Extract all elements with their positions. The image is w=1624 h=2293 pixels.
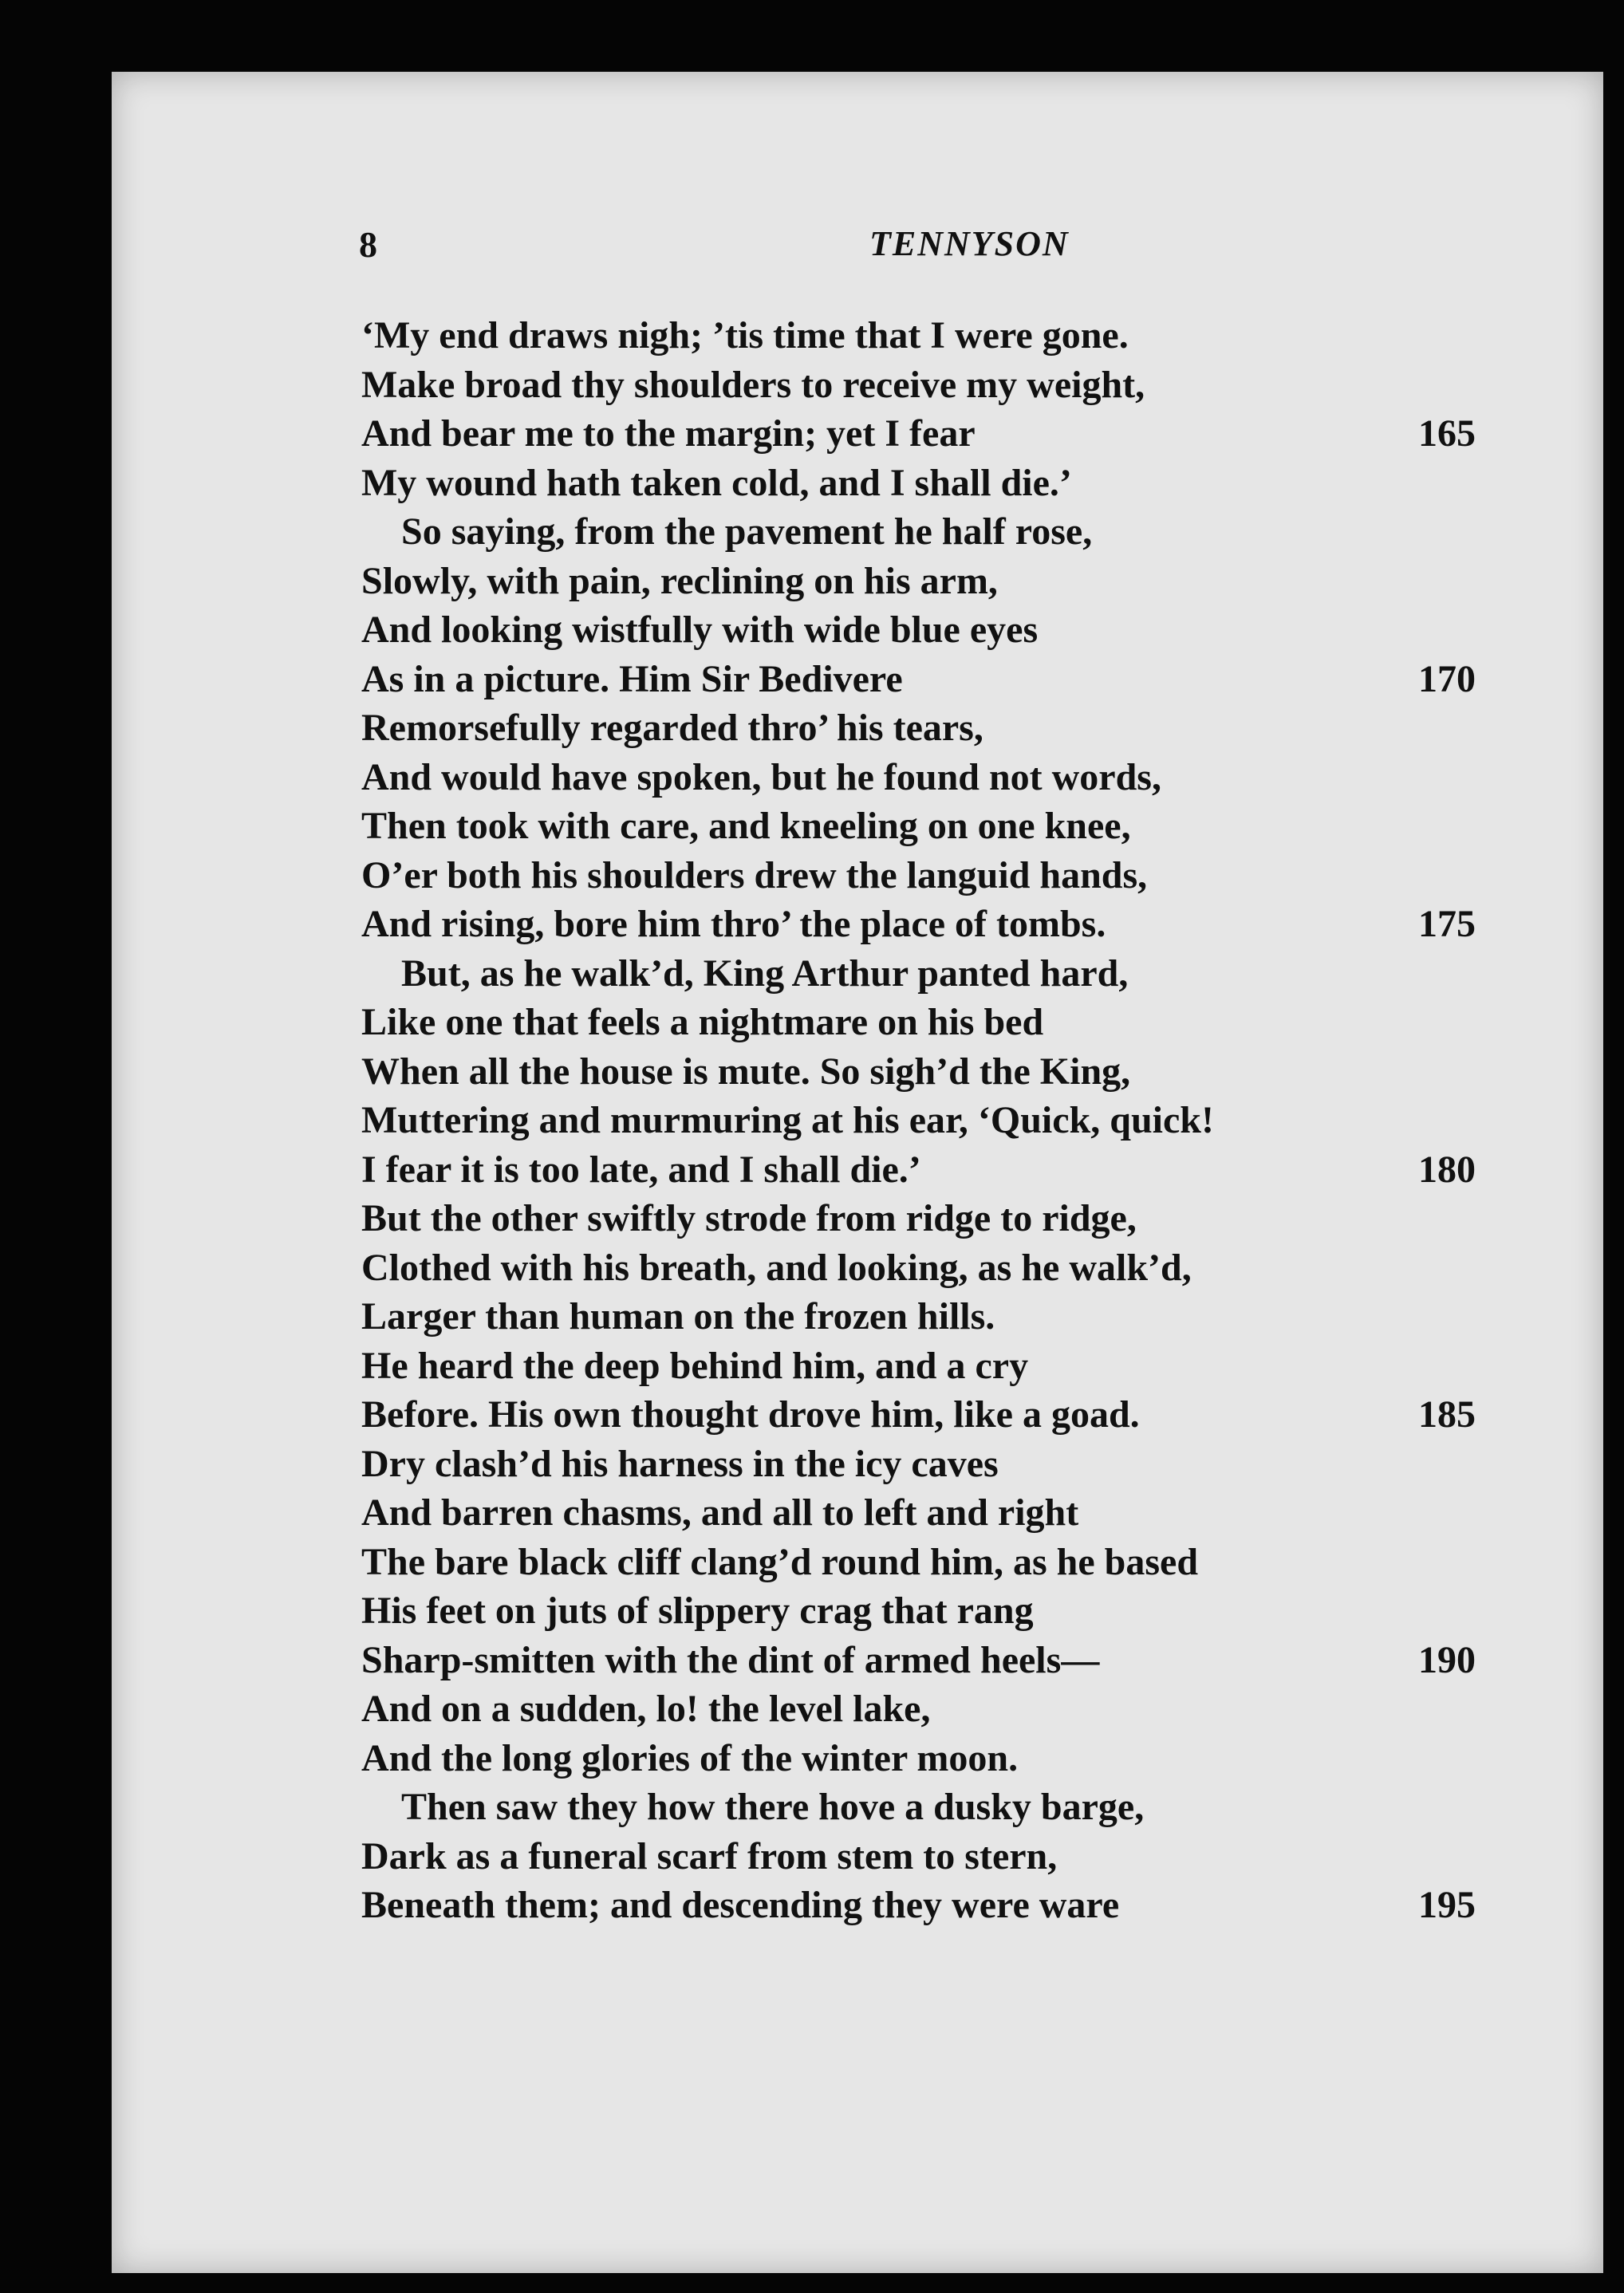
page-number: 8	[359, 224, 377, 265]
poem-line	[361, 1488, 1526, 1538]
line-number: 175	[1418, 903, 1476, 945]
poem-line	[361, 998, 1526, 1047]
poem-line	[361, 1047, 1526, 1097]
line-number: 165	[1418, 412, 1476, 455]
poem-line	[361, 360, 1526, 410]
poem-line	[361, 703, 1526, 753]
poem-line-text: And looking wistfully with wide blue eyes	[361, 609, 1039, 651]
poem-line	[361, 1832, 1526, 1881]
poem-line	[361, 1342, 1526, 1391]
poem-line-text: When all the house is mute. So sigh’d the King,	[361, 1050, 1131, 1093]
poem-line	[361, 1292, 1526, 1342]
poem-line-text: Remorsefully regarded thro’ his tears,	[361, 707, 983, 749]
poem-line-text: Dark as a funeral scarf from stem to stern,	[361, 1834, 1058, 1877]
poem-line-text: And would have spoken, but he found not words,	[361, 755, 1161, 798]
poem-line-text: He heard the deep behind him, and a cry	[361, 1344, 1029, 1387]
poem-line-text: Slowly, with pain, reclining on his arm,	[361, 559, 998, 602]
poem-line	[361, 1194, 1526, 1243]
poem-line-text: ‘My end draws nigh; ’tis time that I were gone.	[361, 314, 1129, 357]
poem-text	[361, 311, 1526, 1930]
poem-line-text: Clothed with his breath, and looking, as he walk’d,	[361, 1246, 1192, 1289]
poem-line-text: And on a sudden, lo! the level lake,	[361, 1688, 931, 1730]
poem-line-text: His feet on juts of slippery crag that rang	[361, 1590, 1034, 1632]
poem-line-text: Beneath them; and descending they were ware	[361, 1884, 1120, 1926]
poem-line	[361, 1243, 1526, 1293]
poem-line	[361, 949, 1526, 999]
poem-line	[361, 753, 1526, 802]
poem-line	[361, 507, 1526, 557]
poem-line-text: But, as he walk’d, King Arthur panted hard,	[401, 951, 1129, 995]
poem-line-text: And barren chasms, and all to left and right	[361, 1491, 1079, 1534]
poem-line	[361, 311, 1526, 360]
poem-line-text: As in a picture. Him Sir Bedivere	[361, 657, 903, 700]
poem-line	[361, 1881, 1526, 1930]
poem-line	[361, 655, 1526, 704]
poem-line-text: Then took with care, and kneeling on one knee,	[361, 805, 1131, 847]
poem-line-text: And the long glories of the winter moon.	[361, 1736, 1019, 1779]
poem-line	[361, 1734, 1526, 1783]
poem-line-text: Like one that feels a nightmare on his bed	[361, 1001, 1044, 1043]
poem-line-text: Muttering and murmuring at his ear, ‘Quick, quick!	[361, 1099, 1214, 1141]
line-number: 185	[1418, 1393, 1476, 1436]
running-head: TENNYSON	[869, 224, 1070, 263]
poem-line-text: Before. His own thought drove him, like a goad.	[361, 1393, 1140, 1436]
poem-line	[361, 557, 1526, 606]
poem-line-text: Larger than human on the frozen hills.	[361, 1295, 995, 1338]
poem-line	[361, 459, 1526, 508]
poem-line-text: And rising, bore him thro’ the place of tombs.	[361, 903, 1106, 945]
poem-line-text: O’er both his shoulders drew the languid hands,	[361, 853, 1148, 896]
line-number: 180	[1418, 1148, 1476, 1191]
poem-line	[361, 1390, 1526, 1440]
poem-line	[361, 1096, 1526, 1145]
poem-line-text: The bare black cliff clang’d round him, as he based	[361, 1540, 1199, 1583]
poem-line-text: And bear me to the margin; yet I fear	[361, 412, 976, 455]
poem-line	[361, 1145, 1526, 1195]
book-page	[112, 72, 1603, 2273]
poem-line	[361, 1684, 1526, 1734]
poem-line	[361, 1636, 1526, 1685]
poem-line-text: I fear it is too late, and I shall die.’	[361, 1148, 921, 1191]
poem-line-text: Make broad thy shoulders to receive my weight,	[361, 363, 1145, 406]
poem-line	[361, 802, 1526, 851]
poem-line	[361, 900, 1526, 949]
line-number: 195	[1418, 1884, 1476, 1926]
poem-line-text: Dry clash’d his harness in the icy caves	[361, 1442, 999, 1485]
line-number: 170	[1418, 657, 1476, 700]
page-header	[359, 223, 1476, 279]
poem-line-text: So saying, from the pavement he half rose,	[401, 510, 1093, 553]
poem-line	[361, 605, 1526, 655]
poem-line	[361, 409, 1526, 459]
poem-line-text: My wound hath taken cold, and I shall die.’	[361, 461, 1072, 504]
poem-line	[361, 1440, 1526, 1489]
poem-line	[361, 851, 1526, 900]
poem-line-text: Then saw they how there hove a dusky barge,	[401, 1786, 1145, 1828]
poem-line-text: But the other swiftly strode from ridge to ridge,	[361, 1197, 1137, 1239]
poem-line-text: Sharp-smitten with the dint of armed heels—	[361, 1638, 1100, 1681]
line-number: 190	[1418, 1638, 1476, 1681]
poem-line	[361, 1538, 1526, 1587]
poem-line	[361, 1586, 1526, 1636]
poem-line	[361, 1783, 1526, 1832]
